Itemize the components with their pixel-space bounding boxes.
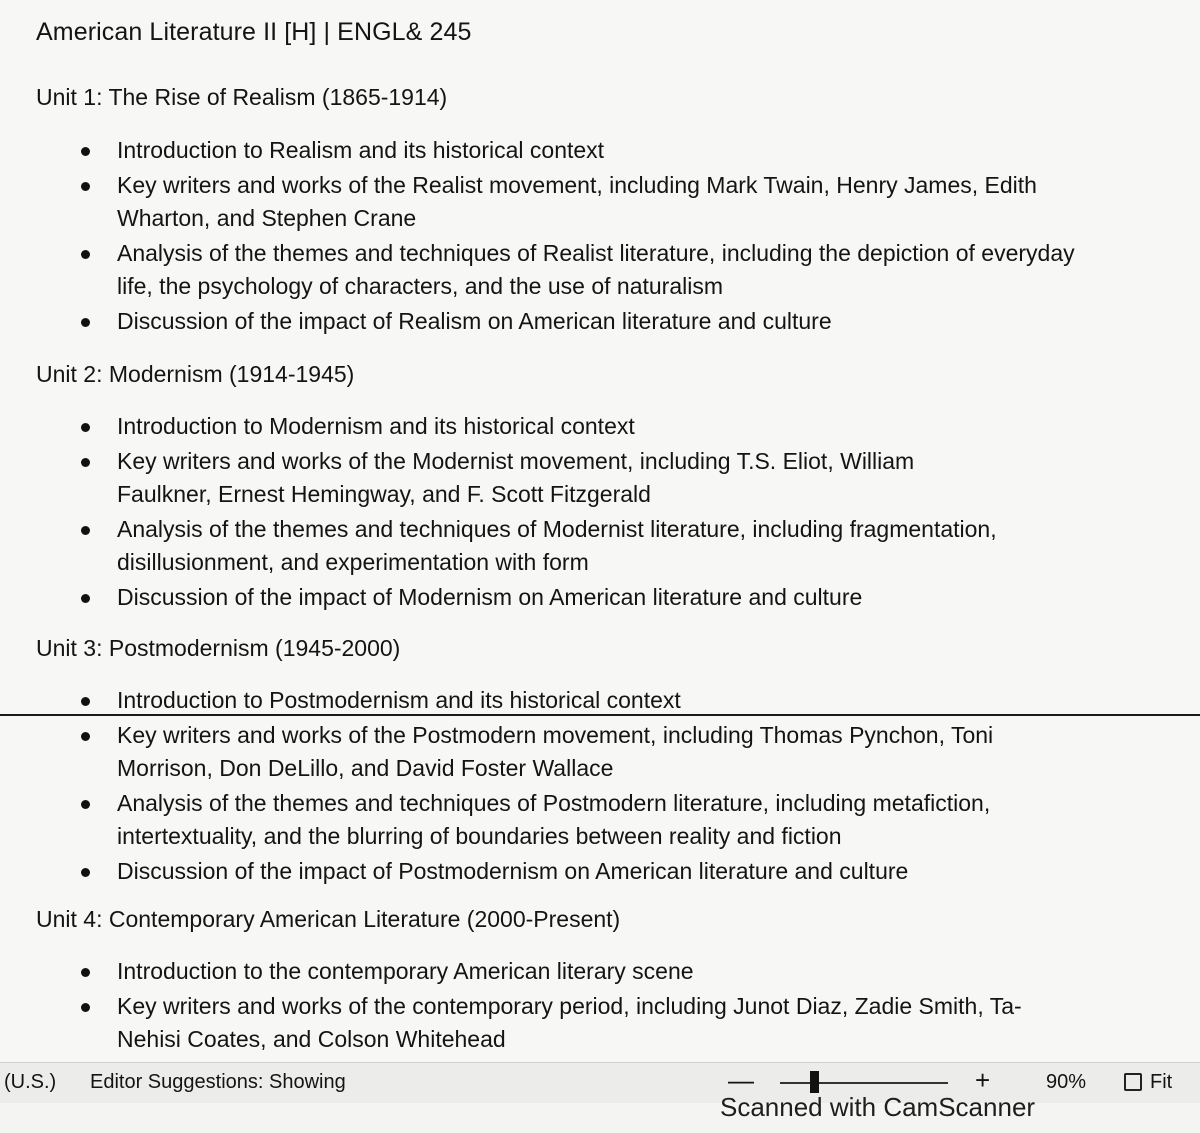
list-item: Introduction to Realism and its historical context [0,134,1057,168]
scanner-watermark: Scanned with CamScanner [720,1092,1036,1122]
list-item: Discussion of the impact of Postmodernism on American literature and culture [0,855,1057,889]
list-item: Introduction to Postmodernism and its historical context [0,684,1057,718]
list-item: Discussion of the impact of Realism on American literature and culture [0,305,1057,339]
list-item: Introduction to Modernism and its historical context [0,410,1057,444]
list-item: Introduction to the contemporary American literary scene [0,955,1057,989]
unit-4-heading: Unit 4: Contemporary American Literature (2000-Present) [36,906,621,932]
fit-page-icon[interactable] [1124,1073,1142,1091]
list-item: Analysis of the themes and techniques of Postmodern literature, including metafiction, intertextuality, and the blurring of boundaries between reality and fiction [0,787,1077,854]
fit-button-label[interactable]: Fit [1150,1071,1173,1093]
list-item: Key writers and works of the contemporary period, including Junot Diaz, Zadie Smith, Ta-Nehisi Coates, and Colson Whitehead [0,990,1047,1057]
unit-3-heading: Unit 3: Postmodernism (1945-2000) [36,635,401,661]
editor-suggestions-status[interactable]: Editor Suggestions: Showing [90,1071,346,1093]
zoom-slider-handle[interactable] [810,1071,819,1093]
zoom-in-button[interactable]: + [975,1065,991,1095]
zoom-out-button[interactable]: — [728,1065,754,1095]
unit-4-list [0,955,1120,1058]
unit-1-list [0,134,1120,339]
horizontal-rule [0,714,1200,716]
list-item: Key writers and works of the Postmodern movement, including Thomas Pynchon, Toni Morrison, Don DeLillo, and David Foster Wallace [0,719,1077,786]
zoom-level[interactable]: 90% [1046,1071,1087,1093]
unit-2-list [0,410,1120,615]
unit-2-heading: Unit 2: Modernism (1914-1945) [36,361,355,387]
list-item: Discussion of the impact of Modernism on American literature and culture [0,581,1057,615]
list-item: Key writers and works of the Realist movement, including Mark Twain, Henry James, Edith Wharton, and Stephen Crane [0,169,1057,236]
unit-1-heading: Unit 1: The Rise of Realism (1865-1914) [36,84,448,110]
document-title: American Literature II [H] | ENGL& 245 [36,18,472,46]
zoom-slider[interactable] [780,1082,948,1084]
list-item: Analysis of the themes and techniques of Realist literature, including the depiction of everyday life, the psychology of characters, and the use of naturalism [0,237,1077,304]
list-item: Key writers and works of the Modernist movement, including T.S. Eliot, William Faulkner, Ernest Hemingway, and F. Scott Fitzgerald [0,445,997,512]
list-item: Analysis of the themes and techniques of Modernist literature, including fragmentation, disillusionment, and experimentation with form [0,513,1102,580]
language-indicator[interactable]: (U.S.) [4,1071,57,1093]
